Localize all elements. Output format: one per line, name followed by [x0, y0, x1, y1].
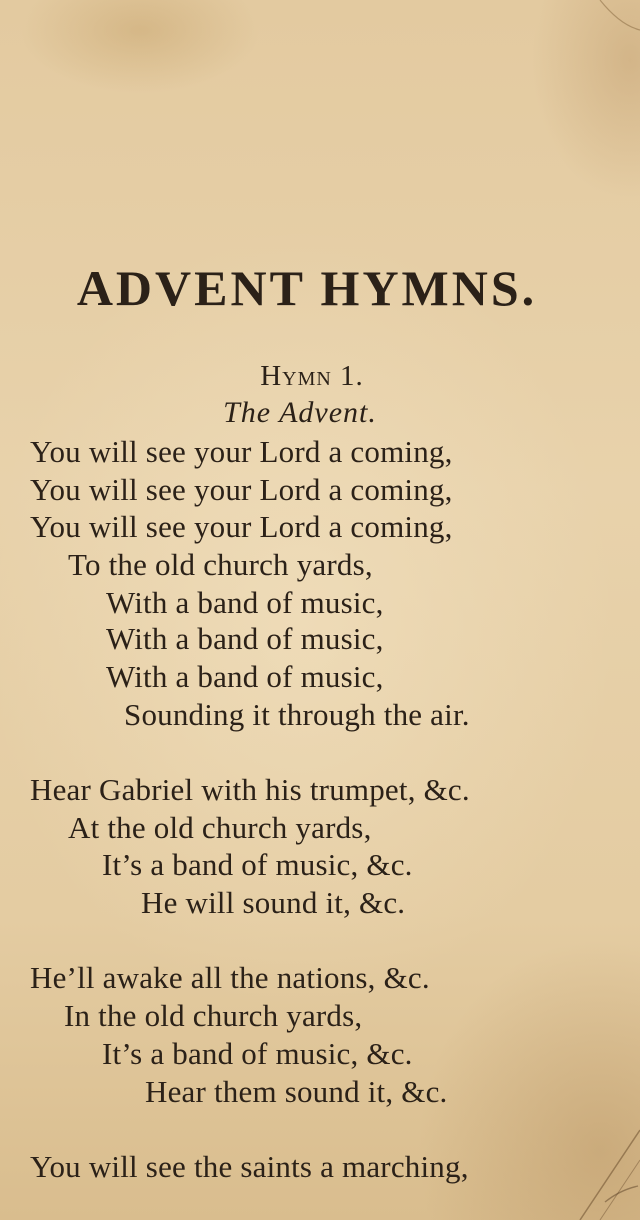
- verse-line: He will sound it, &c.: [141, 885, 406, 920]
- hymn-number: Hymn 1.: [260, 360, 364, 392]
- verse-line: It’s a band of music, &c.: [102, 847, 413, 882]
- verse-line: It’s a band of music, &c.: [102, 1036, 413, 1071]
- verse-line: Hear them sound it, &c.: [145, 1074, 448, 1109]
- paper-edge-decoration: [590, 0, 640, 60]
- paper-crease-decoration: [550, 1090, 640, 1220]
- verse-line: You will see the saints a marching,: [30, 1149, 469, 1184]
- verse-line: With a band of music,: [106, 659, 384, 694]
- verse-line: You will see your Lord a coming,: [30, 434, 453, 469]
- page-title: ADVENT HYMNS.: [76, 260, 538, 316]
- verse-line: With a band of music,: [106, 585, 384, 620]
- verse-line: In the old church yards,: [64, 998, 363, 1033]
- verse-line: Sounding it through the air.: [124, 697, 470, 732]
- verse-line: You will see your Lord a coming,: [30, 509, 453, 544]
- verse-line: You will see your Lord a coming,: [30, 472, 453, 507]
- verse-line: He’ll awake all the nations, &c.: [30, 960, 430, 995]
- verse-line: With a band of music,: [106, 621, 384, 656]
- verse-line: To the old church yards,: [68, 547, 373, 582]
- hymn-subtitle: The Advent.: [223, 396, 377, 429]
- verse-line: Hear Gabriel with his trumpet, &c.: [30, 772, 470, 807]
- verse-line: At the old church yards,: [68, 810, 372, 845]
